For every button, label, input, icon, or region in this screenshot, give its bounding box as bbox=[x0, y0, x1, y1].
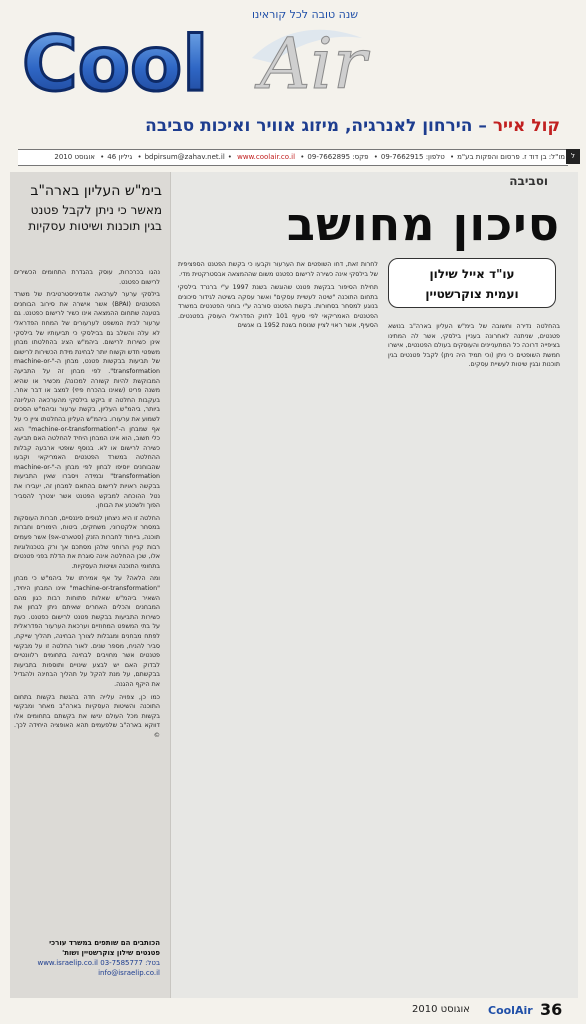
sidebar-headline bbox=[14, 182, 162, 234]
publisher-site: www.coolair.co.il bbox=[237, 153, 296, 161]
subtitle-description: – הירחון לאנרגיה, מיזוג אוויר ואיכות סביבה bbox=[145, 116, 493, 136]
sidebar-paragraph: ומה הלאה? על אף אמירתו של ביהמ"ש כי מבחן "machine-or-transformation" אינו המבחן היחיד, השאיר ביהמ"ש שאלות פתוחות רבות כגון מהם המבחנים והכלים האחרים שאיתם ניתן לבחון את כשירות התביעות בבקשת פטנט לרישום כפטנט. כעת על בתי המשפט המחוזיים וערכאת הערעור הפדראלית לפתח מבחנים ומגבלות לצורך הבחינה, תהליך שייקח, סביר להניח, מספר שנים. לאור החלטה זו על מבקשי פטנטים אשר מחויבים לבחינה בתחומים רלוונטיים לבדוק האם יש לבצע שינויים ותוספות בתביעות בבקשתם, על מנת להקל על תהליך הבחינה ולהגדיל את היקף ההגנה. bbox=[14, 575, 160, 688]
sidebar-paragraph: בילסקי ערער לערכאה אדמיניסטרטיבית של משרד הפטנטים (BPAI) אשר אישרה את סירוב הבוחנים בטענה שתחום ההמצאה אינו כשיר לרישום כפטנט. גם ערעור לבית המשפט לערעורים של המחוז הפדראלי לא עלה והשלב גם בבילסקי כי תביעותיו של בילסקי אינן כשירות לרישום. ביהמ"ש הציג בהחלטתו מבחן משפטי חדש וקשוח יותר לבחינת מידת הכשירות לרישום של תביעות בבקשות פטנט, מבחן ה-"machine-or-transformation". לפי מבחן זה על התביעה המבוקשת להיות קשורה למכונה/ מכשיר או שהיא משנה פריט (שאינו בהכרח פיזי) למצב או דבר אחר. בעקבות החלטה זו ביקש בילסקי מהערכאה העליונה ביותר, ביהמ"ש העליון, בקשת ערעור וביהמ"ש הסכים לשמוע את ערעורו. ביהמ"ש העליון בהחלטתו ציין כי על אף שמבחן ה-"machine-or-transformation" הוא כלי חשוב, הוא אינו המבחן היחיד להחלטה האם תביעה כשירה לרישום או לא. בנוסף שופטי ארבעה קבלות ההחלטה במשרד הפטנטים האמריקאי וקבעו שהבוחנים יוסיפו לבחון לפי מבחן ה-"machine-or-transformation" ובמידה ויסברו שאין התביעות בבקשה ראויות לרישום בהתאם למבחן זה, יעבירו את נטל ההוכחה למבקש הפטנט אשר יצטרך להסביר הפוך ולשכנע את הבוחן. bbox=[14, 291, 161, 510]
author-line-1: עו"ד אייל שילון bbox=[429, 267, 515, 281]
section-tag: וסביבה bbox=[509, 174, 548, 188]
article-title: סיכון מחושב bbox=[286, 197, 560, 251]
sidebar-headline-line-2: מאשר כי ניתן לקבל פטנט בגין תוכנות ושיטות עסקיות bbox=[28, 203, 162, 233]
corner-marker: ל bbox=[566, 149, 580, 164]
issue-month: אוגוסט 2010 bbox=[54, 153, 95, 161]
author-credit bbox=[14, 938, 160, 978]
masthead-subtitle bbox=[140, 116, 560, 136]
masthead-tagline: שנה טובה לכל קוראינו bbox=[251, 8, 359, 21]
credit-email[interactable]: info@israelip.co.il bbox=[98, 969, 160, 977]
credit-line-1: הכותבים הם שותפים במשרד עורכי bbox=[49, 939, 160, 947]
publisher-name: מו"ל: בן דוד ז. פרסום והפקות בע"מ bbox=[457, 153, 565, 161]
footer-date: אוגוסט 2010 bbox=[412, 1004, 470, 1015]
article-paragraph: לחרות זאת, דחו השופטים את הערעור וקבעו כי בקשת הפטנט הספציפית של בילסקי אינה כשירה לרישום כפטנט משום שההמצאה אבסטרקטית מדי. bbox=[178, 261, 378, 278]
page-number: 36 bbox=[540, 1000, 563, 1019]
publisher-phone: טלפון: 09-7662915 bbox=[380, 153, 445, 161]
author-box bbox=[388, 258, 556, 308]
sidebar-paragraph: כמו כן, צפויה עלייה חדה בהגשת בקשות בתחום התוכנה והשיטות העסקיות בארה"ב מאחר ומבקשי בקשות מכל העולם יגישו את בקשתם בתחומים אלו דווקא בארה"ב שלפעמים תהא האופציה היחידה לכך. © bbox=[14, 693, 160, 739]
author-line-2: ועמית צוקרשטיין bbox=[425, 287, 519, 301]
coolair-logo bbox=[22, 18, 442, 108]
credit-line-2: פטנטים שילון צוקרשטיין ושות' bbox=[62, 949, 160, 957]
sidebar-headline-line-1: בימ"ש העליון בארה"ב bbox=[30, 183, 162, 199]
credit-phone-site[interactable]: בטל: 03-7585777 www.israelip.co.il bbox=[37, 959, 160, 967]
subtitle-brand: קול אייר bbox=[492, 116, 560, 136]
footer-logo: CoolAir bbox=[488, 1004, 533, 1017]
sidebar-paragraph: נהגו בכרכרות, עוסק בהגדרת התחומים הכשירים לרישום כפטנט. bbox=[14, 269, 160, 286]
svg-text:Cool: Cool bbox=[22, 19, 209, 108]
article-paragraph: תחילת הסיפור בבקשת פטנט שהוגשה בשנת 1997 ע"י ברנרד בילסקי בתחום התוכנה "שיטה לעשיית עסקים" ואשר עסקה בשיטה לגידור סיכונים בנוגע למסחר בסחורות. בקשת הפטנט סורבה ע"י בוחני הפטנטים במשרד הפטנטים האמריקאי לפי סעיף 101 לחוק הפדראלי העוסק בפטנטים. הסעיף, אשר ראוי לציין שנוסח בשנת 1952 בו אנשים bbox=[178, 284, 378, 329]
publisher-info-bar: מו"ל: בן דוד ז. פרסום והפקות בע"מ• טלפון: 09-7662915• פקס: 09-7662895• bdpirsum@zahav.net.il • www.coolair.co.il• גיליון 46• אוגוסט 2010 bbox=[18, 149, 568, 166]
publisher-email: bdpirsum@zahav.net.il bbox=[144, 153, 225, 161]
article-column-middle bbox=[178, 260, 378, 335]
svg-text:Air: Air bbox=[260, 23, 367, 105]
article-paragraph: בהחלטה נדירה וחשובה של בימ"ש העליון בארה"ב בנושא פטנטים, שניתנה לאחרונה בעניין בילסקי, אשר לה המתינו בציפייה דרוכה כל המתעניינים והעוסקים בעולם הפטנטים, אישרו חמשת השופטים כי ניתן (וכי תמיד היה ניתן) לקבל פטנטים בגין תוכנות ובגין שיטות לעשיית עסקים. bbox=[388, 323, 560, 368]
issue-number: גיליון 46 bbox=[107, 153, 133, 161]
publisher-fax: פקס: 09-7662895 bbox=[307, 153, 369, 161]
sidebar-body bbox=[14, 268, 160, 744]
sidebar-paragraph: החלטה זו היא ניצחון לגופים פיננסיים, חברות העוסקות במסחר אלקטרוני, משחקים, ביטוח, הימורים וחברות תוכנה, בייחוד לחברות הזנק (סטארט-אפ) אשר פעמים רבות קניין הרוחני שלהן מסתכם אך ורק בטכנולוגיות אלו, שכן ההחלטה אינה סוגרת את הדלת בפני פטנטים בתחומי התוכנה ושיטות העסקיות. bbox=[14, 514, 160, 570]
article-column-right bbox=[388, 322, 560, 374]
